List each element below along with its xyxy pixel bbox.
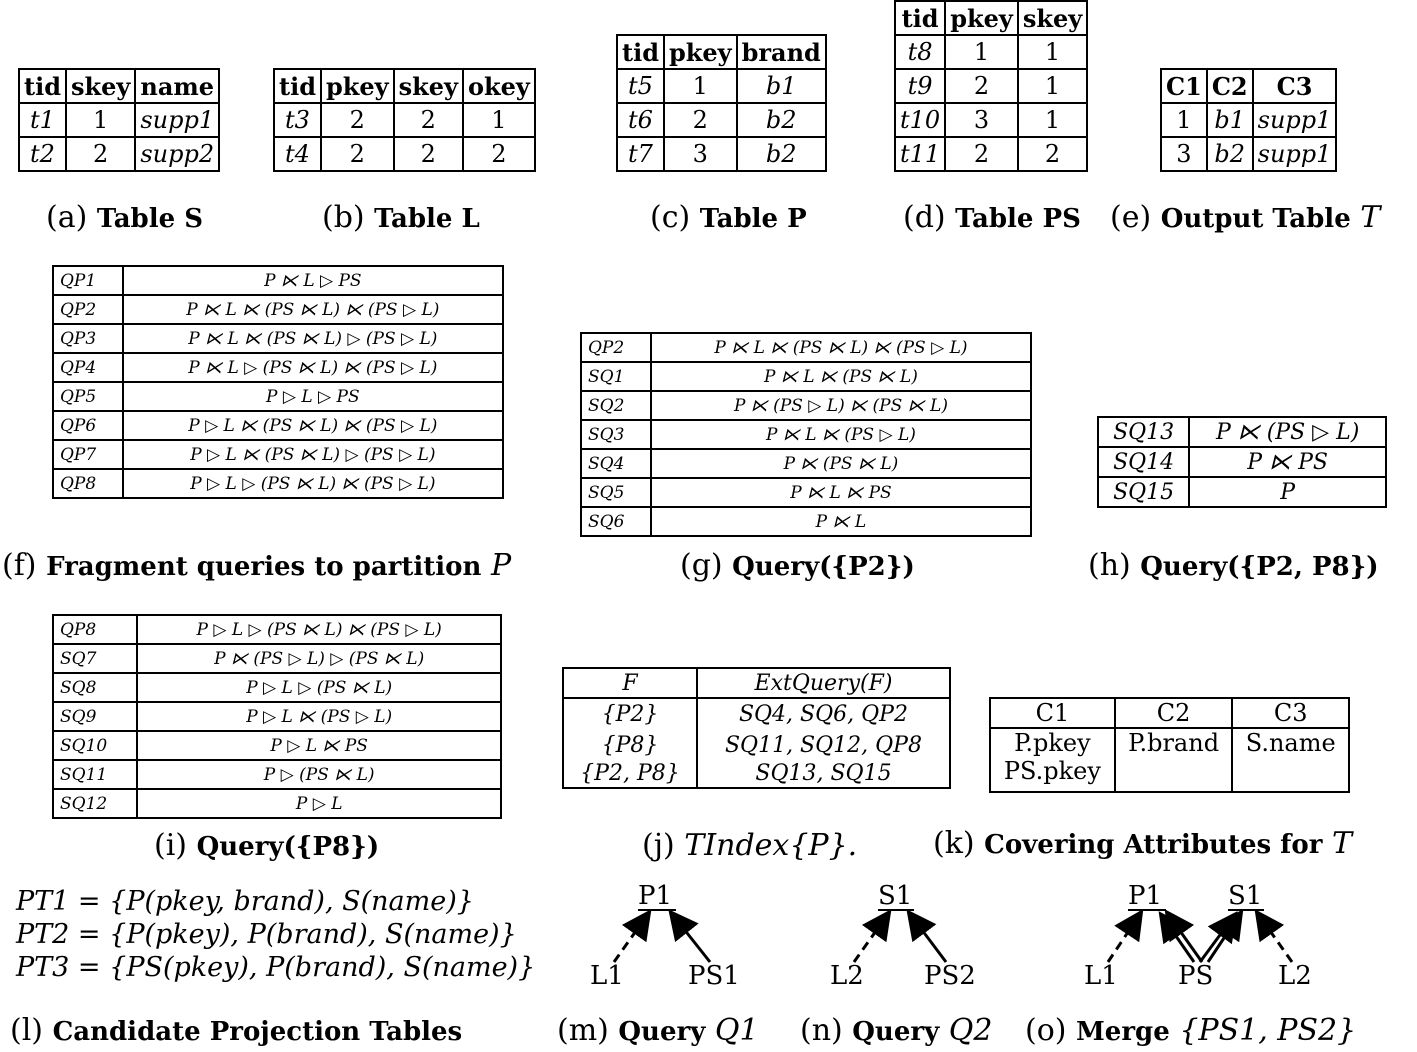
cover-attr: P.pkey [1014, 729, 1091, 757]
cell: P ⋉ PS [1189, 447, 1386, 477]
table-row [1161, 103, 1336, 137]
cell: SQ4 [581, 449, 651, 478]
cell: t5 [617, 69, 664, 103]
col-header: skey [1018, 1, 1087, 35]
cell: SQ5 [581, 478, 651, 507]
col-header: C1 [990, 698, 1115, 728]
solid-edge [910, 914, 946, 962]
cell: SQ8 [53, 673, 137, 702]
table-row [895, 137, 1087, 171]
query-p2-table [580, 332, 1032, 537]
caption-g [680, 548, 915, 583]
tindex-table [562, 667, 951, 789]
solid-edge [1162, 916, 1194, 962]
table-row [990, 698, 1349, 728]
table-row [53, 295, 503, 324]
col-header: tid [19, 69, 66, 103]
cell [990, 728, 1115, 792]
cell: QP6 [53, 411, 123, 440]
cell: SQ7 [53, 644, 137, 673]
cell: 2 [321, 137, 394, 171]
cell: 2 [463, 137, 535, 171]
table-row [53, 615, 501, 644]
caption-text: Query({P8}) [196, 832, 380, 862]
cell: P ▷ (PS ⋉ L) [137, 760, 501, 789]
cell: 1 [1161, 103, 1207, 137]
cell: SQ11, SQ12, QP8 [697, 731, 950, 759]
table-row [581, 362, 1031, 391]
node-ps2: PS2 [924, 961, 976, 991]
col-header: C3 [1232, 698, 1349, 728]
node-l2: L2 [830, 961, 864, 991]
table-p [616, 34, 827, 172]
cover-attr: PS.pkey [1003, 757, 1101, 785]
table-row [617, 69, 826, 103]
caption-c [650, 200, 807, 235]
cell: b1 [737, 69, 826, 103]
cell: QP5 [53, 382, 123, 411]
col-header: tid [617, 35, 664, 69]
cell: b2 [737, 103, 826, 137]
col-header: C2 [1207, 69, 1253, 103]
node-ps1: PS1 [688, 961, 740, 991]
cell: b1 [1207, 103, 1253, 137]
cell: {P2} [563, 698, 697, 731]
projection-line: PT3 = {PS(pkey), P(brand), S(name)} [16, 952, 536, 983]
cell: {P8} [563, 731, 697, 759]
col-header: ExtQuery(F) [697, 668, 950, 698]
cell: QP4 [53, 353, 123, 382]
cell: P ⋉ (PS ▷ L) [1189, 417, 1386, 447]
caption-text: Candidate Projection Tables [52, 1017, 463, 1047]
caption-label: (j) [642, 828, 675, 863]
table-row [563, 698, 950, 731]
node-l1: L1 [1084, 961, 1118, 991]
table-row [581, 391, 1031, 420]
caption-text: Covering Attributes for [984, 830, 1323, 860]
caption-label: (b) [322, 200, 365, 235]
table-row [895, 103, 1087, 137]
cell: 1 [1018, 69, 1087, 103]
cell: 3 [945, 103, 1018, 137]
caption-h [1088, 548, 1379, 583]
caption-label: (h) [1088, 548, 1131, 583]
table-row [53, 469, 503, 498]
cell: SQ6 [581, 507, 651, 536]
cell: QP3 [53, 324, 123, 353]
table-t [1160, 68, 1337, 172]
cell: b2 [1207, 137, 1253, 171]
table-l [273, 68, 536, 172]
table-row [53, 411, 503, 440]
caption-text: Table P [699, 204, 807, 234]
caption-label: (o) [1025, 1013, 1067, 1048]
cell: P ⋉ L ⋉ (PS ⋉ L) ⋉ (PS ▷ L) [651, 333, 1031, 362]
cell: P ⋉ (PS ⋉ L) [651, 449, 1031, 478]
cell: P ⋉ L ⋉ (PS ⋉ L) ⋉ (PS ▷ L) [123, 295, 503, 324]
fragment-table [52, 265, 504, 499]
cell: QP8 [53, 469, 123, 498]
table-row [581, 420, 1031, 449]
cell: QP8 [53, 615, 137, 644]
table-row [19, 103, 219, 137]
solid-edge [1200, 916, 1234, 962]
cell: t6 [617, 103, 664, 137]
table-row [581, 333, 1031, 362]
cell: {P2, P8} [563, 759, 697, 788]
node-l1: L1 [590, 961, 624, 991]
cell: P ▷ L ▷ (PS ⋉ L) ⋉ (PS ▷ L) [123, 469, 503, 498]
caption-n [800, 1013, 992, 1048]
cell: P ▷ L ⋉ PS [137, 731, 501, 760]
cell: P ▷ L [137, 789, 501, 818]
caption-text: Query({P2, P8}) [1140, 552, 1379, 582]
cell: supp1 [1253, 137, 1337, 171]
cell: SQ12 [53, 789, 137, 818]
caption-text: Query [852, 1017, 940, 1047]
col-header: pkey [321, 69, 394, 103]
cell: P ▷ L ⋉ (PS ▷ L) [137, 702, 501, 731]
col-header: tid [895, 1, 945, 35]
cell: P ▷ L ▷ (PS ⋉ L) ⋉ (PS ▷ L) [137, 615, 501, 644]
cell: b2 [737, 137, 826, 171]
cell: SQ9 [53, 702, 137, 731]
table-row [53, 731, 501, 760]
node-l2: L2 [1278, 961, 1312, 991]
solid-edge [1208, 914, 1240, 962]
cell: SQ1 [581, 362, 651, 391]
table-row [53, 440, 503, 469]
cell: 2 [945, 137, 1018, 171]
caption-var: P [490, 548, 512, 583]
caption-label: (l) [10, 1013, 44, 1048]
caption-a [46, 200, 203, 235]
caption-text: Table L [374, 204, 480, 234]
cell: 1 [66, 103, 135, 137]
caption-text: TIndex{P}. [684, 828, 858, 863]
caption-var: {PS1, PS2} [1179, 1013, 1357, 1048]
cell: S.name [1232, 728, 1349, 792]
caption-m [557, 1013, 759, 1048]
cell: P ⋉ L ▷ PS [123, 266, 503, 295]
cell: 2 [664, 103, 737, 137]
cell: QP2 [581, 333, 651, 362]
cell: t3 [274, 103, 321, 137]
caption-label: (k) [933, 826, 975, 861]
cell: 1 [463, 103, 535, 137]
cell: P ▷ L ▷ (PS ⋉ L) [137, 673, 501, 702]
table-row [563, 759, 950, 788]
cell: P [1189, 477, 1386, 507]
table-row [53, 644, 501, 673]
table-row [53, 382, 503, 411]
table-row [1161, 137, 1336, 171]
cell: SQ10 [53, 731, 137, 760]
projection-line: PT2 = {P(pkey), P(brand), S(name)} [16, 919, 517, 950]
col-header: skey [66, 69, 135, 103]
caption-label: (d) [903, 200, 946, 235]
col-header: tid [274, 69, 321, 103]
col-header: skey [394, 69, 463, 103]
covering-table [989, 697, 1350, 793]
caption-o [1025, 1013, 1356, 1048]
cell: P ⋉ L ⋉ PS [651, 478, 1031, 507]
cell: 2 [394, 137, 463, 171]
graph-merge [1070, 876, 1330, 996]
cell: 3 [1161, 137, 1207, 171]
caption-text: Query({P2}) [732, 552, 915, 582]
table-ps [894, 0, 1088, 172]
caption-k [933, 826, 1352, 861]
table-row [617, 137, 826, 171]
cell: P ⋉ (PS ▷ L) ⋉ (PS ⋉ L) [651, 391, 1031, 420]
cell: 2 [394, 103, 463, 137]
cell: 3 [664, 137, 737, 171]
table-row [53, 266, 503, 295]
cell: SQ15 [1098, 477, 1189, 507]
dashed-edge [1258, 914, 1292, 962]
cell: SQ4, SQ6, QP2 [697, 698, 950, 731]
cell: P ⋉ L ⋉ (PS ▷ L) [651, 420, 1031, 449]
cell: QP1 [53, 266, 123, 295]
cell: P ▷ L ▷ PS [123, 382, 503, 411]
node-p1: P1 [1128, 881, 1163, 911]
caption-var: Q2 [948, 1013, 993, 1048]
table-row [1098, 417, 1386, 447]
cell: QP7 [53, 440, 123, 469]
table-row [19, 137, 219, 171]
cell: 2 [66, 137, 135, 171]
caption-label: (a) [46, 200, 88, 235]
caption-label: (i) [154, 828, 188, 863]
cell: P ▷ L ⋉ (PS ⋉ L) ▷ (PS ▷ L) [123, 440, 503, 469]
solid-edge [1168, 914, 1202, 962]
cell: 2 [321, 103, 394, 137]
cell: t8 [895, 35, 945, 69]
table-row [563, 731, 950, 759]
table-row [274, 137, 535, 171]
query-p8-table [52, 614, 502, 819]
table-row [617, 103, 826, 137]
caption-var: T [1331, 826, 1352, 861]
graph-q2 [820, 876, 990, 996]
caption-label: (n) [800, 1013, 843, 1048]
cell: P.brand [1115, 728, 1233, 792]
dashed-edge [1108, 914, 1140, 962]
caption-text: Fragment queries to partition [46, 552, 482, 582]
col-header: pkey [664, 35, 737, 69]
table-row [1098, 477, 1386, 507]
node-ps: PS [1178, 961, 1214, 991]
caption-label: (e) [1110, 200, 1152, 235]
caption-b [322, 200, 480, 235]
col-header: C2 [1115, 698, 1233, 728]
cell: supp1 [135, 103, 219, 137]
table-row [274, 103, 535, 137]
cell: SQ13 [1098, 417, 1189, 447]
col-header: pkey [945, 1, 1018, 35]
cell: P ⋉ L ▷ (PS ⋉ L) ⋉ (PS ▷ L) [123, 353, 503, 382]
table-row [563, 668, 950, 698]
cell: P ⋉ L ⋉ (PS ⋉ L) ▷ (PS ▷ L) [123, 324, 503, 353]
caption-f [2, 548, 511, 583]
cell: QP2 [53, 295, 123, 324]
cell: 2 [945, 69, 1018, 103]
caption-text: Output Table [1160, 204, 1351, 234]
solid-edge [672, 914, 710, 962]
table-s [18, 68, 220, 172]
dashed-edge [854, 914, 888, 962]
cell: P ▷ L ⋉ (PS ⋉ L) ⋉ (PS ▷ L) [123, 411, 503, 440]
caption-text: Merge [1076, 1017, 1170, 1047]
caption-l [10, 1013, 462, 1048]
caption-i [154, 828, 379, 863]
caption-text: Table PS [955, 204, 1081, 234]
col-header: brand [737, 35, 826, 69]
caption-text: Table S [96, 204, 203, 234]
cell: 2 [1018, 137, 1087, 171]
cell: t9 [895, 69, 945, 103]
table-row [581, 449, 1031, 478]
table-row [53, 324, 503, 353]
cell: P ⋉ (PS ▷ L) ▷ (PS ⋉ L) [137, 644, 501, 673]
dashed-edge [614, 914, 648, 962]
caption-e [1110, 200, 1380, 235]
caption-var: Q1 [714, 1013, 759, 1048]
cell: SQ11 [53, 760, 137, 789]
caption-label: (m) [557, 1013, 609, 1048]
caption-d [903, 200, 1081, 235]
cell: t7 [617, 137, 664, 171]
cell: 1 [664, 69, 737, 103]
cell: SQ13, SQ15 [697, 759, 950, 788]
table-row [581, 478, 1031, 507]
table-row [1098, 447, 1386, 477]
cell: supp2 [135, 137, 219, 171]
graph-q1 [580, 876, 750, 996]
query-p2p8-table [1097, 416, 1387, 508]
projection-line: PT1 = {P(pkey, brand), S(name)} [16, 886, 474, 917]
cell: 1 [945, 35, 1018, 69]
cell: t11 [895, 137, 945, 171]
col-header: F [563, 668, 697, 698]
col-header: name [135, 69, 219, 103]
table-row [990, 728, 1349, 792]
caption-j [642, 828, 857, 863]
cell: 1 [1018, 35, 1087, 69]
table-row [53, 760, 501, 789]
caption-label: (f) [2, 548, 37, 583]
cell: supp1 [1253, 103, 1337, 137]
col-header: C3 [1253, 69, 1337, 103]
table-row [53, 789, 501, 818]
node-s1: S1 [1228, 881, 1263, 911]
cell: t2 [19, 137, 66, 171]
cell: t1 [19, 103, 66, 137]
table-row [895, 35, 1087, 69]
cell: SQ3 [581, 420, 651, 449]
cell: P ⋉ L ⋉ (PS ⋉ L) [651, 362, 1031, 391]
caption-label: (c) [650, 200, 691, 235]
caption-label: (g) [680, 548, 723, 583]
cell: 1 [1018, 103, 1087, 137]
table-row [53, 353, 503, 382]
caption-text: Query [618, 1017, 706, 1047]
cell: SQ14 [1098, 447, 1189, 477]
node-p1: P1 [638, 881, 673, 911]
table-row [53, 673, 501, 702]
col-header: C1 [1161, 69, 1207, 103]
caption-var: T [1360, 200, 1381, 235]
cell: t4 [274, 137, 321, 171]
node-s1: S1 [878, 881, 913, 911]
cell: SQ2 [581, 391, 651, 420]
col-header: okey [463, 69, 535, 103]
table-row [895, 69, 1087, 103]
cell: t10 [895, 103, 945, 137]
table-row [53, 702, 501, 731]
cell: P ⋉ L [651, 507, 1031, 536]
table-row [581, 507, 1031, 536]
